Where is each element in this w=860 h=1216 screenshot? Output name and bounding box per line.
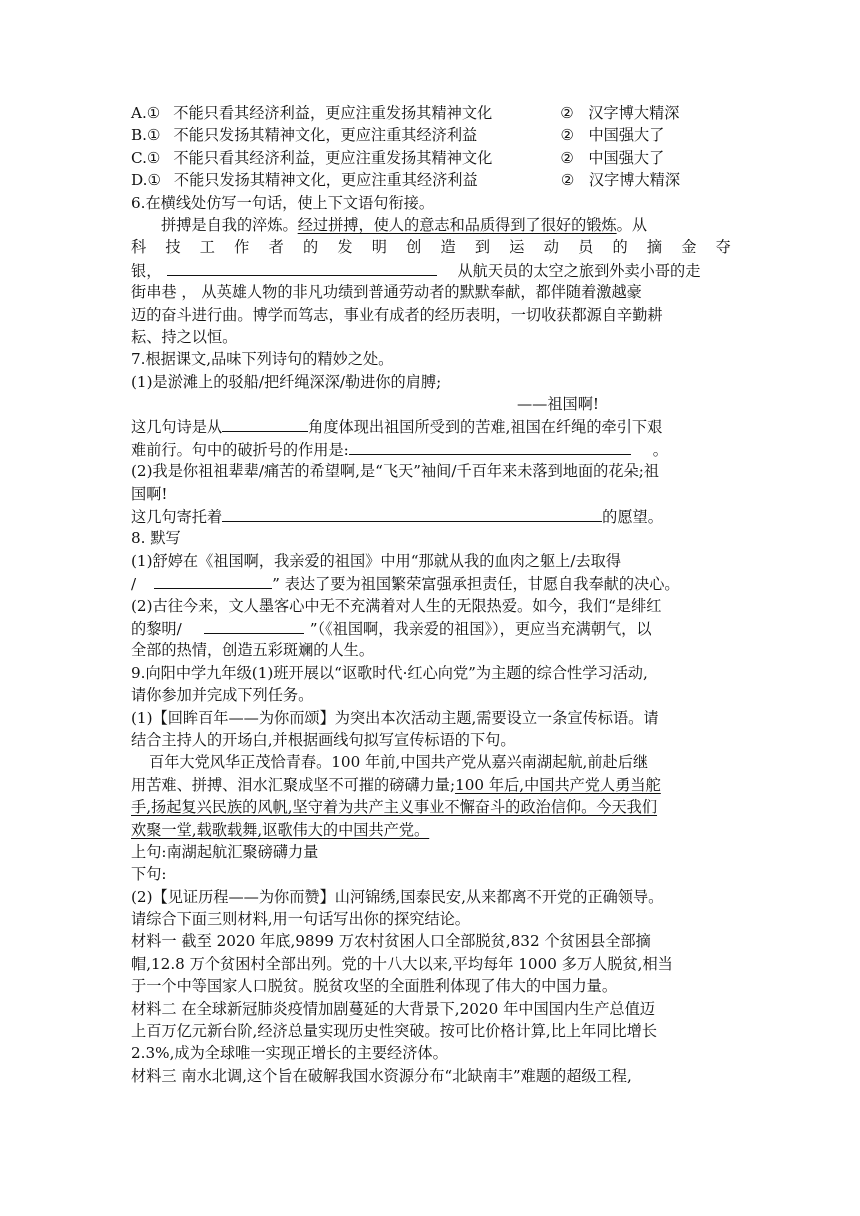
material-2: 材料二 在全球新冠肺炎疫情加剧蔓延的大背景下,2020 年中国国内生产总值迈 [131,999,655,1018]
poem-excerpt: (1)是淤滩上的驳船/把纤绳深深/勒进你的肩膊; [131,372,442,391]
question-8-title: 8. 默写 [131,529,181,548]
option-letter: B.① [131,126,161,145]
question-6-line [131,259,731,281]
spread-char: 科 [131,238,147,257]
option-letter: C.① [131,148,161,167]
question-6-line [131,214,731,236]
option-answer: 中国强大了 [588,126,665,145]
material-1: 帽,12.8 万个贫困村全部出列。党的十八大以来,平均每年 1000 多万人脱贫,相当 [131,954,673,973]
option-text: 不能只发扬其精神文化，更应注重其经济利益 [173,126,478,145]
text-span: 。 [652,440,668,459]
option-circle: ② [560,104,574,122]
spread-char: 明 [371,238,387,257]
spread-char: 作 [234,238,250,257]
option-answer: 汉字博大精深 [588,171,681,190]
text-span: 难前行。句中的破折号的作用是: [131,440,349,459]
spread-char: 工 [199,238,215,257]
material-1: 材料一 截至 2020 年底,9899 万农村贫困人口全部脱贫,832 个贫困县全部摘 [131,932,651,951]
spread-char: 的 [612,238,628,257]
slogan-upper: 上句:南湖起航汇聚磅礴力量 [131,842,319,861]
question-6-title: 6.在横线处仿写一句话，使上下文语句衔接。 [131,193,435,212]
answer-blank[interactable] [204,617,304,634]
spread-char: 者 [268,238,284,257]
question-6-line: 迈的奋斗进行曲。博学而笃志，事业有成者的经历表明，一切收获都源自辛勤耕 [131,305,663,324]
question-8-line [131,572,731,594]
question-8-line: (2)古往今来，文人墨客心中无不充满着对人生的无限热爱。如今，我们“是绯红 [131,596,662,615]
opening-speech [131,819,731,841]
spread-char: 员 [578,238,594,257]
option-circle: ② [560,126,575,145]
spread-char: 摘 [646,238,663,257]
poem-excerpt: (2)我是你祖祖辈辈/痛苦的希望啊,是“飞天”袖间/千百年来未落到地面的花朵;祖 [131,462,660,481]
underlined-sentence: 手,扬起复兴民族的风帆,坚守着为共产主义事业不懈奋斗的政治信仰。今天我们 [131,798,658,817]
opening-speech [131,774,731,796]
opening-speech [131,796,731,818]
spread-char: 夺 [715,238,731,257]
option-text: 不能只看其经济利益，更应注重发扬其精神文化 [173,148,493,167]
question-8-line: 全部的热情，创造五彩斑斓的人生。 [131,641,374,660]
spread-char: 发 [337,238,353,257]
option-text: 不能只看其经济利益，更应注重发扬其精神文化 [173,104,493,122]
material-3: 材料三 南水北调,这个旨在破解我国水资源分布“北缺南丰”难题的超级工程, [131,1066,632,1085]
question-9-line: 请你参加并完成下列任务。 [131,686,314,705]
poem-attribution: ——祖国啊! [516,395,599,414]
text-span: 这几句诗是从 [131,418,223,437]
question-8-line [131,617,731,639]
question-9-line: (2)【见证历程——为你而赞】山河锦绣,国泰民安,从来都离不开党的正确领导。 [131,887,664,906]
material-1: 于一个中等国家人口脱贫。脱贫攻坚的全面胜利体现了伟大的中国力量。 [131,977,617,996]
opening-speech: 百年大党风华正茂恰青春。100 年前,中国共产党从嘉兴南湖起航,前赴后继 [149,753,649,772]
question-7-line [131,415,731,437]
text-span: 角度体现出祖国所受到的苦难,祖国在纤绳的牵引下艰 [308,418,663,437]
text-span: 从航天员的太空之旅到外卖小哥的走 [457,261,701,280]
material-2: 2.3%,成为全球唯一实现正增长的主要经济体。 [131,1044,448,1063]
option-circle: ② [560,171,575,190]
option-circle: ② [560,148,574,167]
slogan-lower: 下句: [131,865,167,884]
option-letter: A.① [131,104,161,122]
question-6-line: 街串巷 ， 从英雄人物的非凡功绩到普通劳动者的默默奉献，都伴随着激越豪 [131,283,642,302]
spread-char: 运 [509,238,525,257]
underlined-sentence: 经过拼搏，使人的意志和品质得到了很好的锻炼 [297,215,617,234]
text-span: ”（《祖国啊，我亲爱的祖国》），更应当充满朝气，以 [309,619,652,638]
question-9-line: (1)【回眸百年——为你而颂】为突出本次活动主题,需要设立一条宣传标语。请 [131,708,659,727]
answer-blank[interactable] [222,505,602,522]
spread-char: 动 [543,238,559,257]
text-span: 用苦难、拼搏、泪水汇聚成坚不可摧的磅礴力量; [131,775,456,794]
option-answer: 中国强大了 [588,148,665,167]
question-9-line: 结合主持人的开场白,并根据画线句拟写宣传标语的下句。 [131,730,516,749]
spread-char: 的 [302,238,319,257]
text-span: / [131,575,137,594]
answer-blank[interactable] [222,415,308,432]
poem-excerpt: 国啊! [131,484,168,503]
text-span: 。从 [616,215,647,234]
text-span: 银， [131,261,162,280]
answer-blank[interactable] [167,259,437,276]
document-page [131,102,731,1087]
spread-char: 到 [474,238,491,257]
option-text: 不能只发扬其精神文化，更应注重其经济利益 [173,171,478,190]
question-6-line [131,236,731,258]
text-span: 的黎明/ [131,619,182,638]
question-8-line: (1)舒婷在《祖国啊，我亲爱的祖国》中用“那就从我的血肉之躯上/去取得 [131,551,622,570]
text-span: ” 表达了要为祖国繁荣富强承担责任，甘愿自我奉献的决心。 [272,575,680,594]
material-2: 上百万亿元新台阶,经济总量实现历史性突破。按可比价格计算,比上年同比增长 [131,1022,658,1041]
option-letter: D.① [131,171,162,190]
option-c [131,147,731,169]
underlined-sentence: 100 年后,中国共产党人勇当舵 [455,775,661,794]
text-span: 拼搏是自我的淬炼。 [161,215,298,234]
underlined-sentence: 欢聚一堂,载歌载舞,讴歌伟大的中国共产党。 [131,820,430,839]
option-b [131,124,731,146]
text-span: 的愿望。 [602,508,663,527]
answer-blank[interactable] [154,572,272,589]
option-d [131,169,731,191]
spread-char: 金 [681,238,697,257]
text-span: 这几句寄托着 [131,508,223,527]
question-7-title: 7.根据课文,品味下列诗句的精妙之处。 [131,350,394,369]
question-9-title: 9.向阳中学九年级(1)班开展以“讴歌时代·红心向党”为主题的综合性学习活动, [131,663,648,682]
spread-char: 造 [440,238,456,257]
question-7-line [131,438,731,460]
question-6-line: 耘、持之以恒。 [131,327,238,346]
answer-blank[interactable] [349,438,631,455]
spread-char: 技 [165,238,181,257]
spread-char: 创 [406,238,422,257]
question-9-line: 请综合下面三则材料,用一句话写出你的探究结论。 [131,910,470,929]
question-7-line [131,505,731,527]
option-answer: 汉字博大精深 [588,104,680,122]
option-a [131,102,731,124]
